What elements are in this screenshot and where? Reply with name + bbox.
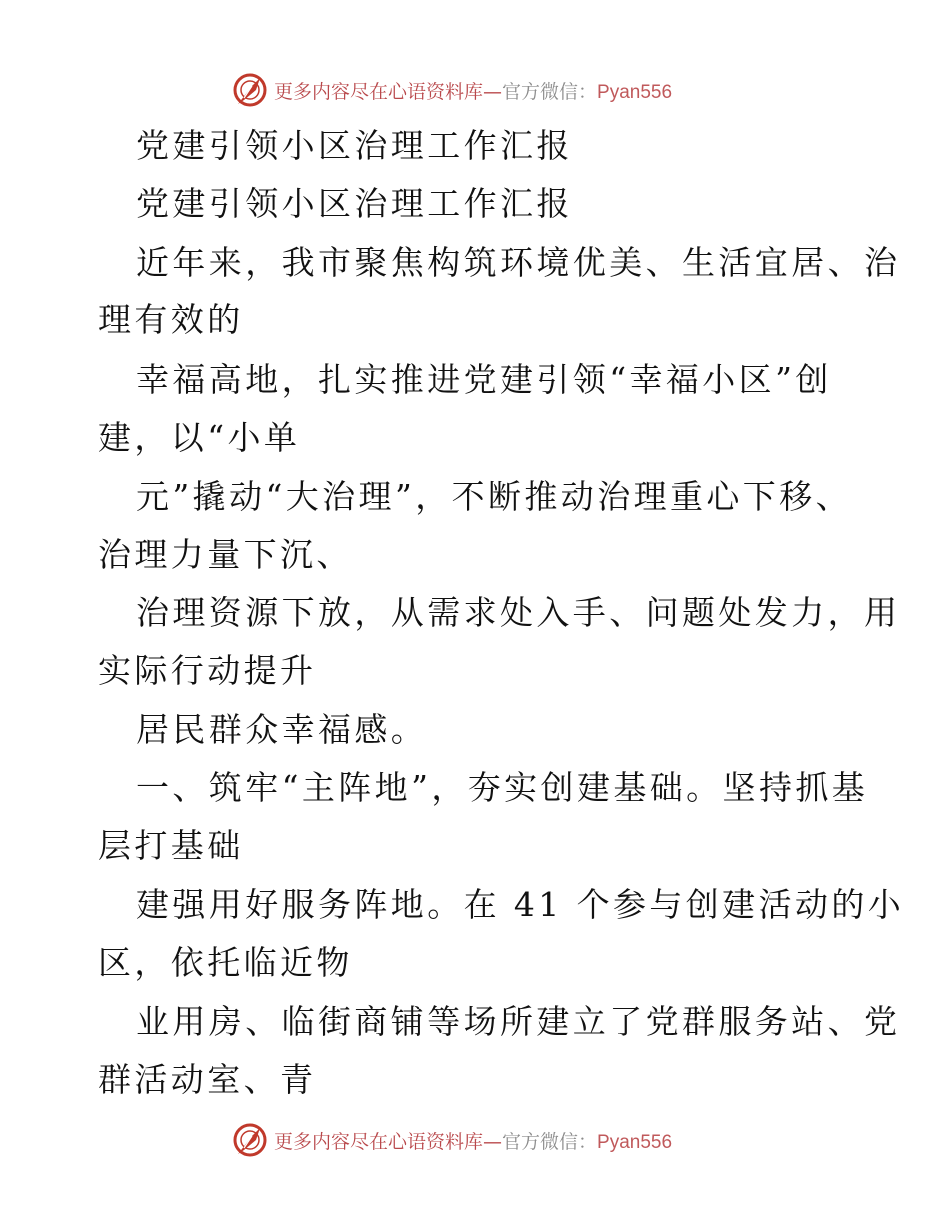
footer-dash: — (483, 1130, 503, 1153)
quill-logo-icon (232, 1122, 268, 1158)
paragraph-line: 治理力量下沉、 (98, 535, 353, 574)
paragraph-line: 建强用好服务阵地。在 41 个参与创建活动的小 (136, 885, 905, 924)
header-wechat-label: 官方微信： (502, 80, 598, 103)
header-dash: — (483, 80, 503, 103)
paragraph-line: 群活动室、青 (98, 1060, 317, 1099)
paragraph-line: 业用房、临街商铺等场所建立了党群服务站、党 (136, 1002, 901, 1041)
quill-logo-icon (232, 72, 268, 108)
header-wechat-id: Pyan556 (597, 81, 673, 103)
footer-wechat-id: Pyan556 (597, 1131, 673, 1153)
paragraph-line: 区，依托临近物 (98, 943, 353, 982)
paragraph-line: 建，以“小单 (98, 418, 301, 457)
paragraph-line: 治理资源下放，从需求处入手、问题处发力，用 (136, 593, 901, 632)
header-watermark (232, 70, 752, 110)
paragraph-line: 实际行动提升 (98, 651, 317, 690)
footer-site-name: 更多内容尽在心语资料库 (274, 1130, 484, 1153)
paragraph-line: 层打基础 (98, 826, 244, 865)
section-heading-line: 一、筑牢“主阵地”，夯实创建基础。坚持抓基 (136, 768, 869, 807)
paragraph-line: 近年来，我市聚焦构筑环境优美、生活宜居、治 (136, 243, 901, 282)
footer-watermark (232, 1120, 752, 1160)
paragraph-line: 理有效的 (98, 300, 244, 339)
paragraph-line: 元”撬动“大治理”，不断推动治理重心下移、 (136, 477, 853, 516)
document-title: 党建引领小区治理工作汇报 (136, 126, 573, 165)
document-subtitle: 党建引领小区治理工作汇报 (136, 184, 573, 223)
paragraph-line: 幸福高地，扎实推进党建引领“幸福小区”创 (136, 360, 832, 399)
footer-wechat-label: 官方微信： (502, 1130, 598, 1153)
paragraph-line: 居民群众幸福感。 (136, 710, 428, 749)
header-site-name: 更多内容尽在心语资料库 (274, 80, 484, 103)
